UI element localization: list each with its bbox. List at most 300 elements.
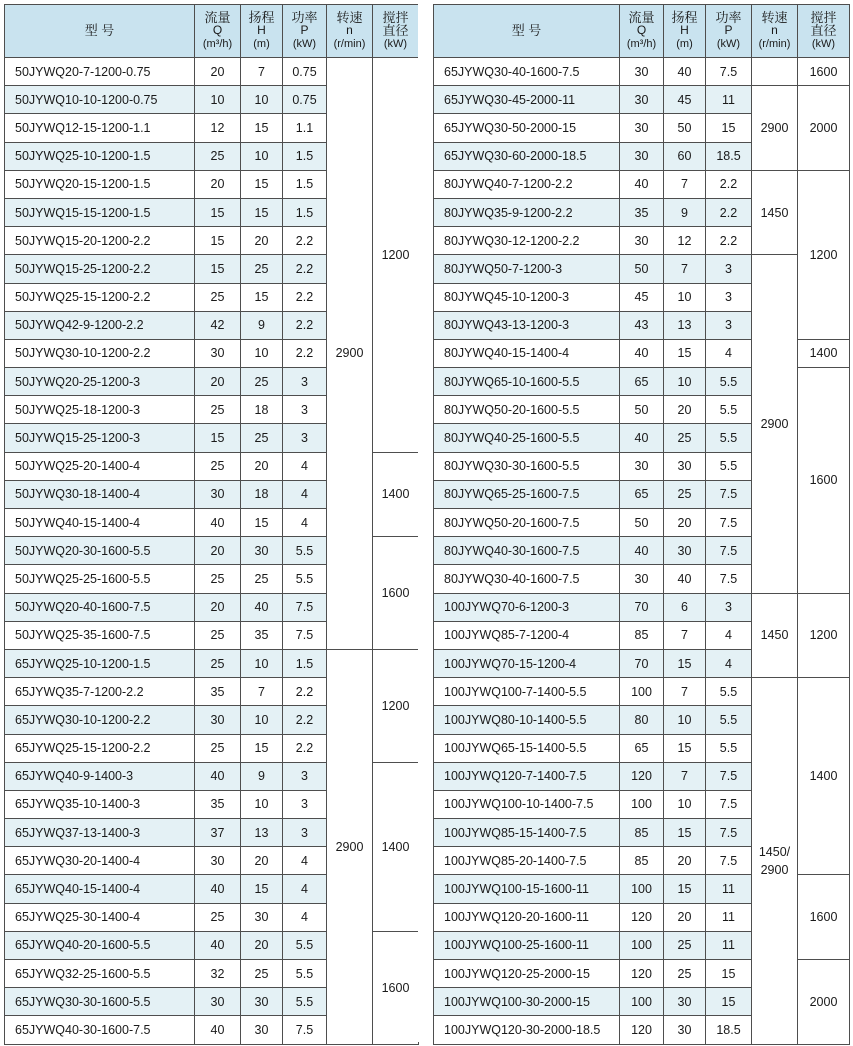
head-cell: 20 (241, 931, 283, 959)
flow-cell: 20 (195, 170, 241, 198)
head-cell: 7 (664, 762, 706, 790)
flow-cell: 37 (195, 819, 241, 847)
model-cell: 65JYWQ37-13-1400-3 (5, 819, 195, 847)
power-cell: 4 (283, 452, 327, 480)
header-row (434, 5, 850, 58)
stir-diameter-cell: 1600 (798, 58, 850, 86)
flow-cell: 40 (620, 339, 664, 367)
head-cell: 13 (664, 311, 706, 339)
speed-header: 转速 n (r/min) (752, 5, 798, 58)
model-cell: 50JYWQ20-30-1600-5.5 (5, 537, 195, 565)
power-cell: 4 (283, 480, 327, 508)
power-cell: 18.5 (706, 1016, 752, 1044)
power-cell: 4 (706, 621, 752, 649)
power-cell: 4 (283, 903, 327, 931)
power-cell: 4 (283, 875, 327, 903)
head-cell: 10 (241, 86, 283, 114)
model-cell: 65JYWQ30-45-2000-11 (434, 86, 620, 114)
head-cell: 40 (241, 593, 283, 621)
head-cell: 60 (664, 142, 706, 170)
head-cell: 15 (664, 339, 706, 367)
head-cell: 45 (664, 86, 706, 114)
head-cell: 15 (664, 819, 706, 847)
flow-cell: 25 (195, 142, 241, 170)
model-cell: 50JYWQ30-18-1400-4 (5, 480, 195, 508)
stir-diameter-header: 搅拌 直径 (kW) (373, 5, 419, 58)
flow-cell: 30 (195, 339, 241, 367)
power-cell: 5.5 (706, 452, 752, 480)
model-cell: 80JYWQ40-7-1200-2.2 (434, 170, 620, 198)
model-cell: 65JYWQ30-50-2000-15 (434, 114, 620, 142)
flow-cell: 100 (620, 988, 664, 1016)
power-cell: 7.5 (283, 1016, 327, 1044)
model-cell: 50JYWQ25-10-1200-1.5 (5, 142, 195, 170)
model-cell: 65JYWQ40-15-1400-4 (5, 875, 195, 903)
stir-diameter-cell: 1200 (798, 593, 850, 678)
model-cell: 100JYWQ70-6-1200-3 (434, 593, 620, 621)
head-cell: 10 (664, 706, 706, 734)
table-body-right (434, 58, 850, 1045)
flow-cell: 25 (195, 283, 241, 311)
model-cell: 100JYWQ120-30-2000-18.5 (434, 1016, 620, 1044)
power-cell: 1.5 (283, 142, 327, 170)
model-cell: 100JYWQ120-7-1400-7.5 (434, 762, 620, 790)
stir-diameter-cell: 2000 (798, 960, 850, 1045)
table-row (434, 58, 850, 86)
flow-cell: 65 (620, 480, 664, 508)
power-cell: 7.5 (706, 790, 752, 818)
power-cell: 2.2 (706, 227, 752, 255)
power-cell: 5.5 (283, 960, 327, 988)
flow-cell: 100 (620, 931, 664, 959)
power-cell: 5.5 (283, 565, 327, 593)
speed-cell: 2900 (752, 255, 798, 593)
flow-cell: 15 (195, 227, 241, 255)
power-cell: 2.2 (706, 198, 752, 226)
stir-diameter-cell: 1200 (373, 649, 419, 762)
power-cell: 11 (706, 875, 752, 903)
power-cell: 7.5 (706, 537, 752, 565)
head-cell: 7 (664, 255, 706, 283)
model-cell: 50JYWQ42-9-1200-2.2 (5, 311, 195, 339)
power-cell: 3 (283, 762, 327, 790)
flow-cell: 20 (195, 537, 241, 565)
power-header: 功率 P (kW) (706, 5, 752, 58)
head-cell: 10 (664, 368, 706, 396)
stir-diameter-cell: 1400 (373, 452, 419, 537)
power-cell: 3 (283, 424, 327, 452)
model-cell: 65JYWQ30-40-1600-7.5 (434, 58, 620, 86)
head-cell: 15 (241, 114, 283, 142)
model-cell: 100JYWQ100-30-2000-15 (434, 988, 620, 1016)
model-cell: 65JYWQ25-10-1200-1.5 (5, 649, 195, 677)
flow-cell: 20 (195, 593, 241, 621)
speed-cell: 1450 (752, 170, 798, 255)
model-cell: 80JYWQ40-15-1400-4 (434, 339, 620, 367)
power-cell: 7.5 (706, 847, 752, 875)
head-cell: 7 (241, 678, 283, 706)
head-cell: 30 (664, 1016, 706, 1044)
table-gap (418, 4, 433, 1042)
model-cell: 65JYWQ25-15-1200-2.2 (5, 734, 195, 762)
speed-cell: 2900 (752, 86, 798, 171)
flow-cell: 25 (195, 621, 241, 649)
head-cell: 30 (664, 988, 706, 1016)
head-cell: 30 (664, 452, 706, 480)
flow-cell: 20 (195, 368, 241, 396)
flow-cell: 10 (195, 86, 241, 114)
model-cell: 65JYWQ30-60-2000-18.5 (434, 142, 620, 170)
model-cell: 65JYWQ40-30-1600-7.5 (5, 1016, 195, 1044)
power-cell: 1.1 (283, 114, 327, 142)
flow-header: 流量 Q (m³/h) (620, 5, 664, 58)
flow-cell: 70 (620, 649, 664, 677)
flow-cell: 42 (195, 311, 241, 339)
flow-cell: 85 (620, 819, 664, 847)
head-cell: 15 (241, 734, 283, 762)
table-body-left (5, 58, 419, 1045)
head-cell: 25 (241, 368, 283, 396)
power-cell: 2.2 (283, 227, 327, 255)
model-cell: 100JYWQ85-7-1200-4 (434, 621, 620, 649)
power-cell: 5.5 (706, 734, 752, 762)
head-cell: 10 (241, 649, 283, 677)
model-cell: 100JYWQ100-15-1600-11 (434, 875, 620, 903)
flow-cell: 100 (620, 875, 664, 903)
table-row (434, 255, 850, 283)
power-cell: 1.5 (283, 649, 327, 677)
power-cell: 5.5 (706, 424, 752, 452)
power-cell: 3 (706, 311, 752, 339)
head-cell: 15 (664, 649, 706, 677)
power-header: 功率 P (kW) (283, 5, 327, 58)
spec-table-left (4, 4, 419, 1045)
model-cell: 80JYWQ45-10-1200-3 (434, 283, 620, 311)
model-cell: 65JYWQ40-9-1400-3 (5, 762, 195, 790)
head-cell: 6 (664, 593, 706, 621)
power-cell: 7.5 (706, 819, 752, 847)
model-cell: 80JYWQ50-20-1600-7.5 (434, 509, 620, 537)
power-cell: 7.5 (283, 621, 327, 649)
head-cell: 50 (664, 114, 706, 142)
power-cell: 3 (706, 283, 752, 311)
head-cell: 9 (241, 311, 283, 339)
power-cell: 2.2 (283, 734, 327, 762)
head-cell: 10 (664, 283, 706, 311)
stir-diameter-cell: 1600 (798, 875, 850, 960)
model-cell: 50JYWQ15-20-1200-2.2 (5, 227, 195, 255)
head-cell: 15 (241, 509, 283, 537)
flow-cell: 40 (620, 537, 664, 565)
head-cell: 25 (241, 424, 283, 452)
flow-cell: 30 (620, 452, 664, 480)
power-cell: 4 (706, 649, 752, 677)
head-cell: 20 (664, 903, 706, 931)
flow-cell: 40 (195, 875, 241, 903)
head-cell: 15 (241, 170, 283, 198)
model-cell: 50JYWQ20-15-1200-1.5 (5, 170, 195, 198)
head-cell: 12 (664, 227, 706, 255)
flow-header: 流量 Q (m³/h) (195, 5, 241, 58)
table-row (5, 649, 419, 677)
power-cell: 2.2 (283, 706, 327, 734)
table-row (434, 593, 850, 621)
head-cell: 30 (241, 537, 283, 565)
flow-cell: 50 (620, 396, 664, 424)
power-cell: 3 (283, 790, 327, 818)
model-cell: 100JYWQ85-15-1400-7.5 (434, 819, 620, 847)
flow-cell: 100 (620, 678, 664, 706)
stir-diameter-cell: 2000 (798, 86, 850, 171)
model-cell: 65JYWQ25-30-1400-4 (5, 903, 195, 931)
power-cell: 3 (283, 396, 327, 424)
flow-cell: 40 (620, 424, 664, 452)
power-cell: 5.5 (706, 396, 752, 424)
head-cell: 30 (241, 988, 283, 1016)
model-cell: 80JYWQ43-13-1200-3 (434, 311, 620, 339)
stir-diameter-cell: 1600 (373, 931, 419, 1044)
model-cell: 100JYWQ100-25-1600-11 (434, 931, 620, 959)
flow-cell: 15 (195, 255, 241, 283)
flow-cell: 85 (620, 847, 664, 875)
head-cell: 15 (241, 875, 283, 903)
flow-cell: 65 (620, 734, 664, 762)
model-cell: 65JYWQ30-20-1400-4 (5, 847, 195, 875)
head-cell: 15 (241, 198, 283, 226)
flow-cell: 40 (195, 931, 241, 959)
model-cell: 50JYWQ10-10-1200-0.75 (5, 86, 195, 114)
flow-cell: 30 (195, 847, 241, 875)
stir-diameter-cell: 1200 (373, 58, 419, 453)
power-cell: 2.2 (283, 255, 327, 283)
power-cell: 15 (706, 988, 752, 1016)
head-cell: 9 (241, 762, 283, 790)
flow-cell: 30 (620, 565, 664, 593)
model-cell: 50JYWQ15-25-1200-2.2 (5, 255, 195, 283)
head-cell: 7 (664, 678, 706, 706)
model-header: 型 号 (5, 5, 195, 58)
table-row (434, 86, 850, 114)
power-cell: 3 (706, 255, 752, 283)
head-cell: 15 (664, 734, 706, 762)
power-cell: 3 (283, 368, 327, 396)
header-row (5, 5, 419, 58)
model-cell: 100JYWQ100-7-1400-5.5 (434, 678, 620, 706)
flow-cell: 40 (195, 509, 241, 537)
spec-table-right (433, 4, 850, 1045)
power-cell: 1.5 (283, 198, 327, 226)
power-cell: 4 (706, 339, 752, 367)
flow-cell: 40 (195, 762, 241, 790)
stir-diameter-cell: 1200 (798, 170, 850, 339)
flow-cell: 30 (620, 227, 664, 255)
stir-diameter-header: 搅拌 直径 (kW) (798, 5, 850, 58)
flow-cell: 30 (620, 114, 664, 142)
head-cell: 30 (241, 903, 283, 931)
head-cell: 13 (241, 819, 283, 847)
head-cell: 10 (241, 142, 283, 170)
flow-cell: 50 (620, 509, 664, 537)
speed-cell: 2900 (327, 649, 373, 1044)
flow-cell: 30 (620, 58, 664, 86)
power-cell: 3 (283, 819, 327, 847)
head-cell: 10 (664, 790, 706, 818)
head-cell: 7 (664, 621, 706, 649)
head-cell: 30 (664, 537, 706, 565)
power-cell: 15 (706, 960, 752, 988)
head-cell: 20 (241, 847, 283, 875)
model-cell: 80JYWQ40-30-1600-7.5 (434, 537, 620, 565)
flow-cell: 120 (620, 960, 664, 988)
model-cell: 50JYWQ25-35-1600-7.5 (5, 621, 195, 649)
power-cell: 5.5 (706, 706, 752, 734)
flow-cell: 25 (195, 649, 241, 677)
model-cell: 80JYWQ65-25-1600-7.5 (434, 480, 620, 508)
head-cell: 10 (241, 339, 283, 367)
model-cell: 100JYWQ65-15-1400-5.5 (434, 734, 620, 762)
power-cell: 7.5 (706, 565, 752, 593)
power-cell: 15 (706, 114, 752, 142)
head-cell: 7 (241, 58, 283, 86)
head-cell: 20 (664, 509, 706, 537)
model-cell: 50JYWQ15-25-1200-3 (5, 424, 195, 452)
flow-cell: 70 (620, 593, 664, 621)
model-cell: 100JYWQ120-20-1600-11 (434, 903, 620, 931)
head-header: 扬程 H (m) (241, 5, 283, 58)
head-cell: 18 (241, 396, 283, 424)
model-cell: 80JYWQ40-25-1600-5.5 (434, 424, 620, 452)
model-cell: 50JYWQ25-20-1400-4 (5, 452, 195, 480)
flow-cell: 15 (195, 424, 241, 452)
table-row (434, 678, 850, 706)
power-cell: 5.5 (706, 678, 752, 706)
head-cell: 25 (664, 424, 706, 452)
head-cell: 25 (241, 565, 283, 593)
power-cell: 18.5 (706, 142, 752, 170)
head-cell: 25 (664, 480, 706, 508)
model-cell: 50JYWQ20-7-1200-0.75 (5, 58, 195, 86)
model-cell: 80JYWQ35-9-1200-2.2 (434, 198, 620, 226)
head-cell: 20 (241, 227, 283, 255)
stir-diameter-cell: 1400 (798, 678, 850, 875)
flow-cell: 100 (620, 790, 664, 818)
model-cell: 80JYWQ65-10-1600-5.5 (434, 368, 620, 396)
head-cell: 10 (241, 706, 283, 734)
stir-diameter-cell: 1400 (798, 339, 850, 367)
flow-cell: 40 (195, 1016, 241, 1044)
model-cell: 50JYWQ40-15-1400-4 (5, 509, 195, 537)
model-cell: 50JYWQ30-10-1200-2.2 (5, 339, 195, 367)
model-cell: 50JYWQ25-18-1200-3 (5, 396, 195, 424)
head-cell: 20 (664, 847, 706, 875)
flow-cell: 25 (195, 734, 241, 762)
power-cell: 2.2 (283, 678, 327, 706)
power-cell: 5.5 (283, 931, 327, 959)
model-cell: 65JYWQ35-7-1200-2.2 (5, 678, 195, 706)
head-cell: 25 (664, 960, 706, 988)
stir-diameter-cell: 1400 (373, 762, 419, 931)
model-cell: 100JYWQ120-25-2000-15 (434, 960, 620, 988)
flow-cell: 45 (620, 283, 664, 311)
power-cell: 2.2 (283, 311, 327, 339)
model-cell: 100JYWQ85-20-1400-7.5 (434, 847, 620, 875)
flow-cell: 50 (620, 255, 664, 283)
speed-cell (752, 58, 798, 86)
model-cell: 65JYWQ30-10-1200-2.2 (5, 706, 195, 734)
model-cell: 100JYWQ70-15-1200-4 (434, 649, 620, 677)
head-cell: 40 (664, 58, 706, 86)
head-cell: 7 (664, 170, 706, 198)
power-cell: 5.5 (283, 537, 327, 565)
flow-cell: 35 (195, 678, 241, 706)
head-cell: 15 (241, 283, 283, 311)
flow-cell: 85 (620, 621, 664, 649)
model-cell: 50JYWQ20-40-1600-7.5 (5, 593, 195, 621)
head-cell: 18 (241, 480, 283, 508)
power-cell: 0.75 (283, 86, 327, 114)
flow-cell: 30 (195, 480, 241, 508)
head-cell: 20 (664, 396, 706, 424)
power-cell: 2.2 (283, 283, 327, 311)
model-cell: 80JYWQ30-12-1200-2.2 (434, 227, 620, 255)
model-cell: 65JYWQ35-10-1400-3 (5, 790, 195, 818)
head-cell: 15 (664, 875, 706, 903)
power-cell: 11 (706, 903, 752, 931)
power-cell: 7.5 (706, 762, 752, 790)
power-cell: 7.5 (706, 480, 752, 508)
flow-cell: 25 (195, 452, 241, 480)
power-cell: 7.5 (706, 58, 752, 86)
flow-cell: 35 (620, 198, 664, 226)
flow-cell: 25 (195, 903, 241, 931)
flow-cell: 30 (620, 86, 664, 114)
head-cell: 25 (241, 255, 283, 283)
head-cell: 20 (241, 452, 283, 480)
head-cell: 25 (664, 931, 706, 959)
flow-cell: 32 (195, 960, 241, 988)
flow-cell: 25 (195, 396, 241, 424)
head-cell: 9 (664, 198, 706, 226)
table-row (434, 170, 850, 198)
head-cell: 25 (241, 960, 283, 988)
power-cell: 2.2 (283, 339, 327, 367)
speed-cell: 2900 (327, 58, 373, 650)
model-cell: 50JYWQ20-25-1200-3 (5, 368, 195, 396)
head-cell: 35 (241, 621, 283, 649)
model-cell: 65JYWQ30-30-1600-5.5 (5, 988, 195, 1016)
power-cell: 4 (283, 847, 327, 875)
model-cell: 80JYWQ30-40-1600-7.5 (434, 565, 620, 593)
model-cell: 80JYWQ30-30-1600-5.5 (434, 452, 620, 480)
speed-cell: 1450/ 2900 (752, 678, 798, 1044)
model-cell: 65JYWQ32-25-1600-5.5 (5, 960, 195, 988)
power-cell: 7.5 (706, 509, 752, 537)
power-cell: 5.5 (283, 988, 327, 1016)
model-header: 型 号 (434, 5, 620, 58)
model-cell: 50JYWQ12-15-1200-1.1 (5, 114, 195, 142)
head-cell: 10 (241, 790, 283, 818)
flow-cell: 25 (195, 565, 241, 593)
flow-cell: 30 (195, 988, 241, 1016)
power-cell: 11 (706, 931, 752, 959)
flow-cell: 120 (620, 762, 664, 790)
stir-diameter-cell: 1600 (373, 537, 419, 650)
model-cell: 50JYWQ15-15-1200-1.5 (5, 198, 195, 226)
head-cell: 30 (241, 1016, 283, 1044)
flow-cell: 40 (620, 170, 664, 198)
power-cell: 11 (706, 86, 752, 114)
model-cell: 50JYWQ25-15-1200-2.2 (5, 283, 195, 311)
